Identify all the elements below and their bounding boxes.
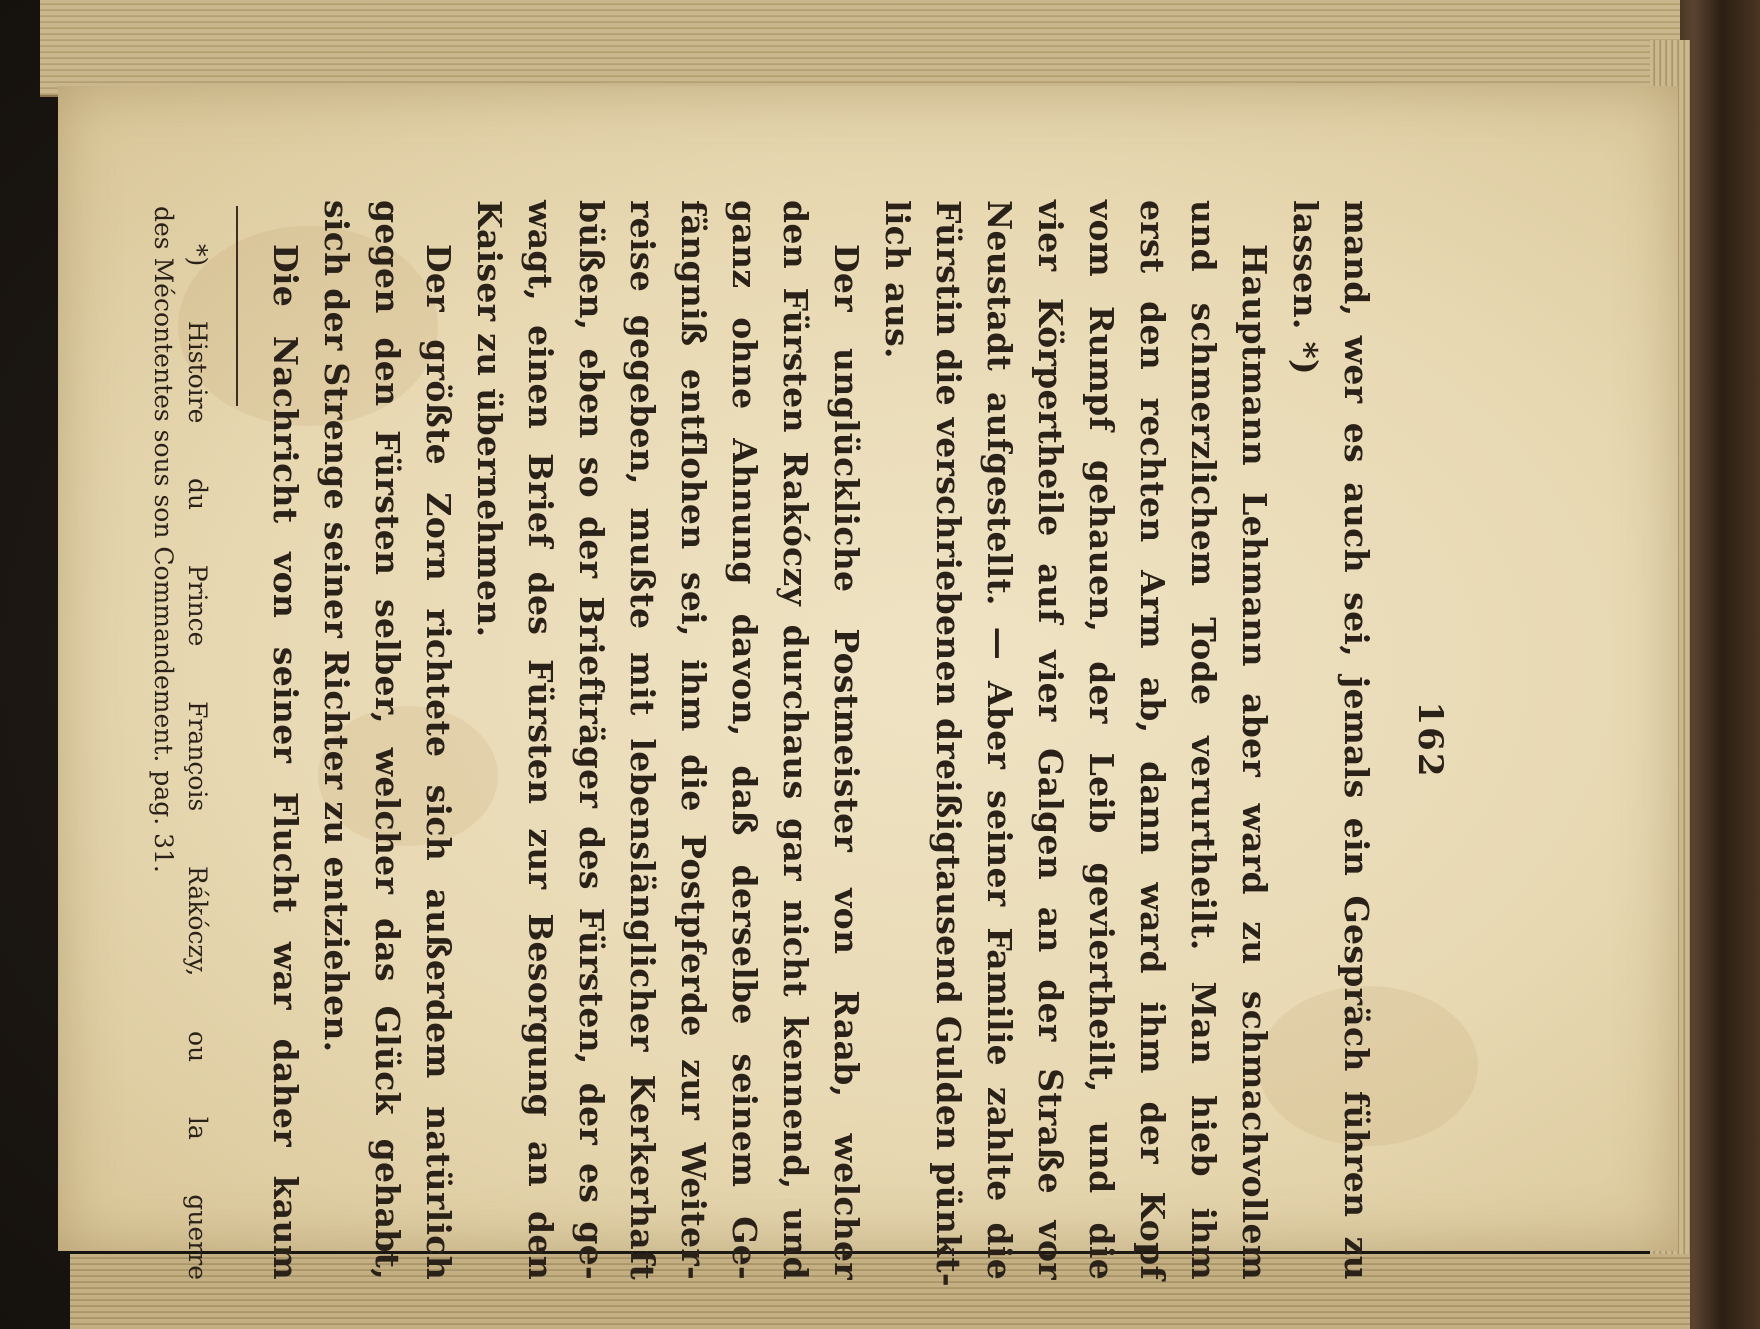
text-line: Der größte Zorn richtete sich außerdem natürlich — [419, 244, 458, 1280]
footnote-line: *) Histoire du Prince François Rákóczy, ou la guerre — [183, 244, 212, 1280]
text-line: vier Körpertheile auf vier Galgen an der Straße vor — [1031, 200, 1070, 1280]
text-line: gegen den Fürsten selber, welcher das Glück gehabt, — [368, 200, 407, 1280]
text-line: Neustadt aufgestellt. — Aber seiner Familie zahlte die — [980, 200, 1019, 1280]
page-number: 162 — [1410, 701, 1450, 779]
text-line: sich der Strenge seiner Richter zu entziehen. — [317, 200, 356, 1053]
text-line: Hauptmann Lehmann aber ward zu schmachvollem — [1235, 244, 1274, 1280]
text-line: ganz ohne Ahnung davon, daß derselbe seinem Ge- — [725, 200, 764, 1280]
text-line: vom Rumpf gehauen, der Leib geviertheilt, und die — [1082, 200, 1121, 1280]
text-line: mand, wer es auch sei, jemals ein Gespräch führen zu — [1337, 200, 1376, 1280]
text-line: erst den rechten Arm ab, dann ward ihm der Kopf — [1133, 200, 1172, 1280]
footnote-rule — [236, 206, 238, 406]
text-line: Fürstin die verschriebenen dreißigtausend Gulden pünkt- — [929, 200, 968, 1287]
text-line: lich aus. — [878, 200, 917, 359]
text-line: Kaiser zu übernehmen. — [470, 200, 509, 638]
text-line: Der unglückliche Postmeister von Raab, welcher — [827, 244, 866, 1280]
rotated-text-block — [149, 200, 1450, 1287]
text-line: lassen. *) — [1286, 200, 1325, 375]
page-stack-top — [40, 0, 1680, 97]
text-line: Die Nachricht von seiner Flucht war daher kaum — [266, 244, 305, 1280]
text-line: fängniß entflohen sei, ihm die Postpferde zur Weiter- — [674, 200, 713, 1280]
footnote-line: des Mécontentes sous son Commandement. pag. 31. — [149, 206, 178, 873]
text-line: wagt, einen Brief des Fürsten zur Besorgung an den — [521, 200, 560, 1280]
body-text — [260, 200, 1382, 1287]
text-line: büßen, eben so der Briefträger des Fürsten, der es ge- — [572, 200, 611, 1280]
text-line: und schmerzlichem Tode verurtheilt. Man hieb ihm — [1184, 200, 1223, 1280]
text-line: den Fürsten Rakóczy durchaus gar nicht kennend, und — [776, 200, 815, 1280]
text-line: reise gegeben, mußte mit lebenslänglicher Kerkerhaft — [623, 200, 662, 1280]
